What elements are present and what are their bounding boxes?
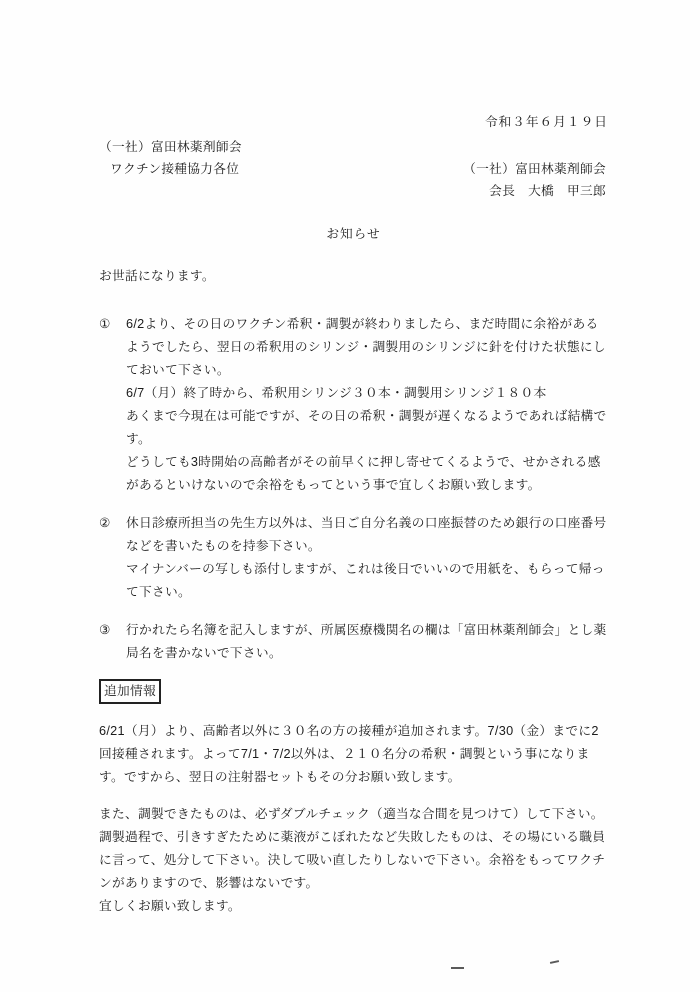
notice-item-3 [99, 619, 608, 665]
item-1-paragraph: どうしても3時開始の高齢者がその前早くに押し寄せてくるようで、せかされる感があるといけないので余裕をもってという事で宜しくお願い致します。 [126, 455, 601, 492]
additional-info-label: 追加情報 [99, 679, 161, 704]
numbered-items [99, 313, 608, 665]
sender-president: 会長 大橋 甲三郎 [489, 184, 606, 198]
additional-info-section [99, 679, 608, 704]
item-2-paragraph: マイナンバーの写しも添付しますが、これは後日でいいので用紙を、もらって帰って下さい。 [126, 562, 605, 599]
additional-paragraph: 調製過程で、引きすぎたために薬液がこぼれたなど失敗したものは、その場にいる職員に言って、処分して下さい。決して吸い直したりしないで下さい。余裕をもってワクチンがありますので、影響はないです。 [99, 830, 606, 890]
additional-paragraph: 6/21（月）より、高齢者以外に３０名の方の接種が追加されます。7/30（金）までに2回接種されます。よって7/1・7/2以外は、２１０名分の希釈・調製という事になります。ですから、翌日の注射器セットもその分お願い致します。 [99, 724, 599, 784]
item-body-3 [126, 619, 608, 665]
notice-item-2 [99, 512, 608, 604]
greeting-line: お世話になります。 [99, 269, 215, 283]
item-body-2 [126, 512, 608, 604]
item-body-1 [126, 313, 608, 497]
address-block [99, 136, 608, 206]
item-1-paragraph: あくまで今現在は可能ですが、その日の希釈・調製が遅くなるようであれば結構です。 [126, 409, 607, 446]
item-3-paragraph: 行かれたら名簿を記入しますが、所属医療機関名の欄は「富田林薬剤師会」とし薬局名を書かないで下さい。 [126, 623, 607, 660]
item-number-1: ① [99, 317, 111, 331]
scan-artifact [451, 967, 464, 969]
additional-paragraph: また、調製できたものは、必ずダブルチェック（適当な合間を見つけて）して下さい。 [99, 807, 604, 821]
scan-artifact [550, 960, 559, 964]
notice-item-1 [99, 313, 608, 497]
item-number-3: ③ [99, 623, 111, 637]
sender-org: （一社）富田林薬剤師会 [463, 162, 606, 176]
item-number-2: ② [99, 516, 111, 530]
closing-line: 宜しくお願い致します。 [99, 899, 241, 913]
addressee-org: （一社）富田林薬剤師会 [99, 140, 242, 154]
addressee-recipients: ワクチン接種協力各位 [110, 162, 240, 176]
sender-block [463, 158, 606, 202]
document-date: 令和３年６月１９日 [484, 115, 608, 129]
item-1-paragraph: 6/2より、その日のワクチン希釈・調製が終わりましたら、まだ時間に余裕があるようでしたら、翌日の希釈用のシリンジ・調製用のシリンジに針を付けた状態にしておいて下さい。 [126, 317, 606, 377]
item-1-paragraph: 6/7（月）終了時から、希釈用シリンジ３０本・調製用シリンジ１８０本 [126, 386, 547, 400]
document-title: お知らせ [326, 227, 381, 241]
item-2-paragraph: 休日診療所担当の先生方以外は、当日ご自分名義の口座振替のため銀行の口座番号などを書いたものを持参下さい。 [126, 516, 607, 553]
